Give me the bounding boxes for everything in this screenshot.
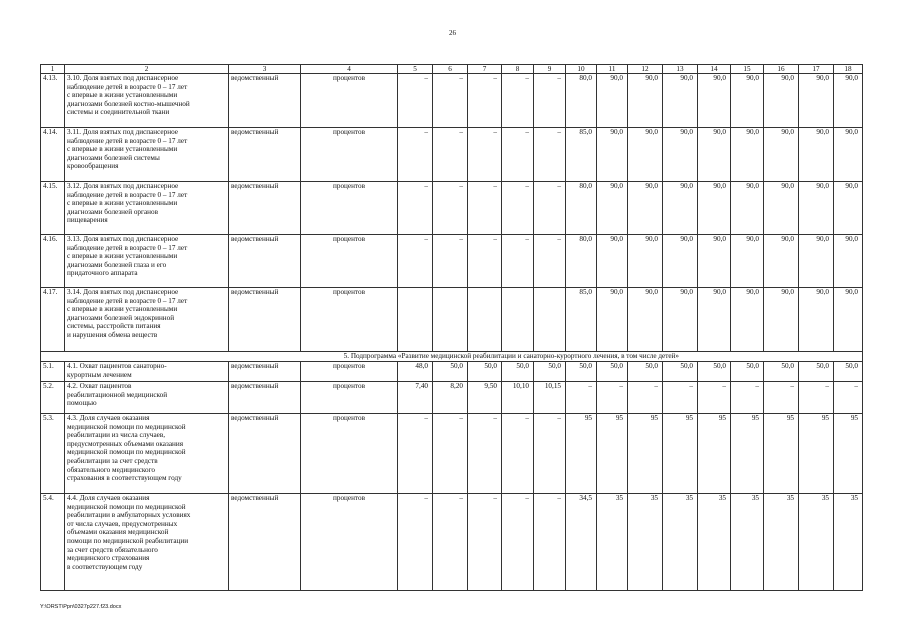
value-cell: – [534,74,566,128]
column-header: 8 [502,65,534,74]
indicator-name: 4.2. Охват пациентов реабилитационной медицинской помощью [65,382,229,414]
value-cell: 50,0 [663,362,698,382]
table-row [41,128,863,182]
unit-of-measure: процентов [301,74,398,128]
unit-of-measure: процентов [301,382,398,414]
value-cell: 50,0 [597,362,628,382]
value-cell: 48,0 [398,362,433,382]
value-cell: 90,0 [764,182,799,235]
value-cell: – [534,182,566,235]
column-header: 1 [41,65,65,74]
value-cell: – [398,182,433,235]
indicator-name: 3.13. Доля взятых под диспансерное наблюдение детей в возрасте 0 – 17 лет с впервые в жизни установленными диагнозами болезней глаза и его придаточного аппарата [65,235,229,288]
value-cell: 50,0 [698,362,731,382]
row-number: 5.1. [41,362,65,382]
value-cell: 90,0 [731,182,764,235]
indicator-name: 4.3. Доля случаев оказания медицинской помощи по медицинской реабилитации из числа случаев, предусмотренных объемами оказания медицинской помощи по медицинской реабилитации за счет средств обязательного медицинского страхования в соответствующем году [65,414,229,494]
unit-of-measure: процентов [301,128,398,182]
value-cell: – [502,182,534,235]
value-cell: 95 [663,414,698,494]
row-number: 5.2. [41,382,65,414]
value-cell: 85,0 [566,128,597,182]
value-cell: – [468,414,502,494]
table-row [41,414,863,494]
value-cell: 90,0 [834,235,863,288]
value-cell: 95 [834,414,863,494]
value-cell: – [663,382,698,414]
value-cell: 8,20 [433,382,468,414]
indicator-name: 3.10. Доля взятых под диспансерное наблюдение детей в возрасте 0 – 17 лет с впервые в жизни установленными диагнозами болезней костно-мышечной системы и соединительной ткани [65,74,229,128]
value-cell: 90,0 [628,74,663,128]
column-header: 9 [534,65,566,74]
value-cell: 90,0 [663,74,698,128]
indicator-type: ведомственный [229,74,301,128]
value-cell: – [398,494,433,591]
value-cell: – [468,494,502,591]
indicator-name: 3.11. Доля взятых под диспансерное наблюдение детей в возрасте 0 – 17 лет с впервые в жизни установленными диагнозами болезней системы кровообращения [65,128,229,182]
column-header: 15 [731,65,764,74]
row-number: 4.16. [41,235,65,288]
value-cell: – [764,382,799,414]
value-cell: 90,0 [663,235,698,288]
value-cell: 50,0 [468,362,502,382]
column-header: 13 [663,65,698,74]
indicator-name: 4.4. Доля случаев оказания медицинской помощи по медицинской реабилитации в амбулаторных условиях от числа случаев, предусмотренных объемами оказания медицинской помощи по медицинской реабилитации за счет средств обязательного медицинского страхования в соответствующем году [65,494,229,591]
value-cell: – [398,414,433,494]
column-header: 14 [698,65,731,74]
value-cell: 50,0 [534,362,566,382]
value-cell: 90,0 [834,182,863,235]
value-cell: – [698,382,731,414]
value-cell [433,288,468,352]
value-cell: 95 [764,414,799,494]
value-cell: 90,0 [764,288,799,352]
row-number: 5.4. [41,494,65,591]
value-cell: 90,0 [799,182,834,235]
value-cell: – [628,382,663,414]
value-cell: – [534,235,566,288]
value-cell: 90,0 [597,128,628,182]
indicator-type: ведомственный [229,128,301,182]
row-number: 4.14. [41,128,65,182]
value-cell [468,288,502,352]
value-cell: 90,0 [764,74,799,128]
value-cell: 90,0 [834,128,863,182]
value-cell: 10,10 [502,382,534,414]
unit-of-measure: процентов [301,235,398,288]
value-cell: – [433,494,468,591]
value-cell: – [433,182,468,235]
value-cell: 90,0 [663,288,698,352]
table-row [41,494,863,591]
value-cell: 50,0 [731,362,764,382]
column-header: 17 [799,65,834,74]
indicator-name: 4.1. Охват пациентов санаторно- курортным лечением [65,362,229,382]
column-header: 11 [597,65,628,74]
unit-of-measure: процентов [301,182,398,235]
table-row [41,235,863,288]
value-cell: 90,0 [698,128,731,182]
value-cell: 90,0 [799,74,834,128]
value-cell: 35 [628,494,663,591]
subprogram-row [41,352,863,362]
value-cell: – [502,494,534,591]
value-cell: 90,0 [799,235,834,288]
value-cell: 90,0 [731,288,764,352]
value-cell: 90,0 [597,235,628,288]
indicator-type: ведомственный [229,494,301,591]
unit-of-measure: процентов [301,362,398,382]
value-cell: 90,0 [799,128,834,182]
value-cell: – [566,382,597,414]
value-cell [502,288,534,352]
value-cell: 90,0 [698,182,731,235]
value-cell: 10,15 [534,382,566,414]
value-cell: – [534,414,566,494]
value-cell: – [502,414,534,494]
value-cell: 90,0 [731,235,764,288]
indicator-type: ведомственный [229,235,301,288]
value-cell: 90,0 [731,74,764,128]
value-cell: 90,0 [731,128,764,182]
column-header: 16 [764,65,799,74]
value-cell: 50,0 [566,362,597,382]
value-cell: 95 [628,414,663,494]
value-cell [398,288,433,352]
indicators-table [40,64,863,591]
value-cell: 90,0 [628,128,663,182]
column-header: 2 [65,65,229,74]
value-cell: – [502,74,534,128]
value-cell: – [502,128,534,182]
value-cell: 80,0 [566,182,597,235]
value-cell: 95 [799,414,834,494]
row-number: 4.17. [41,288,65,352]
row-number: 4.15. [41,182,65,235]
table-row [41,288,863,352]
value-cell: – [433,414,468,494]
value-cell: – [799,382,834,414]
value-cell: – [398,128,433,182]
row-number: 5.3. [41,414,65,494]
column-header: 5 [398,65,433,74]
value-cell: – [433,235,468,288]
value-cell: 50,0 [628,362,663,382]
value-cell: 85,0 [566,288,597,352]
page-number: 26 [449,29,456,37]
column-header: 12 [628,65,663,74]
unit-of-measure: процентов [301,288,398,352]
value-cell: 90,0 [628,288,663,352]
value-cell: – [731,382,764,414]
value-cell: 9,50 [468,382,502,414]
value-cell: 35 [698,494,731,591]
value-cell: 90,0 [698,235,731,288]
column-number-row [41,65,863,74]
indicator-type: ведомственный [229,414,301,494]
value-cell: 90,0 [597,288,628,352]
value-cell: 95 [698,414,731,494]
value-cell: – [433,74,468,128]
value-cell: – [468,128,502,182]
value-cell: 35 [731,494,764,591]
value-cell: – [468,74,502,128]
value-cell: – [398,74,433,128]
value-cell: 95 [597,414,628,494]
value-cell: – [534,494,566,591]
unit-of-measure: процентов [301,414,398,494]
value-cell: 90,0 [628,182,663,235]
value-cell: 90,0 [764,235,799,288]
indicator-name: 3.12. Доля взятых под диспансерное наблюдение детей в возрасте 0 – 17 лет с впервые в жизни установленными диагнозами болезней органов пищеварения [65,182,229,235]
value-cell: 50,0 [502,362,534,382]
value-cell: 90,0 [597,182,628,235]
value-cell: 90,0 [764,128,799,182]
value-cell: – [597,382,628,414]
value-cell: 90,0 [698,74,731,128]
column-header: 7 [468,65,502,74]
value-cell: 90,0 [663,182,698,235]
column-header: 6 [433,65,468,74]
value-cell: – [834,382,863,414]
indicator-type: ведомственный [229,362,301,382]
value-cell: 90,0 [628,235,663,288]
indicator-type: ведомственный [229,182,301,235]
column-header: 4 [301,65,398,74]
value-cell: 35 [799,494,834,591]
indicator-name: 3.14. Доля взятых под диспансерное наблюдение детей в возрасте 0 – 17 лет с впервые в жизни установленными диагнозами болезней эндокринной системы, расстройств питания и нарушения обмена веществ [65,288,229,352]
value-cell: – [468,235,502,288]
value-cell: – [398,235,433,288]
file-path-footer: Y:\ORST\Ppn\0327p227.f23.docx [40,604,122,610]
value-cell: 50,0 [433,362,468,382]
value-cell [534,288,566,352]
value-cell: 90,0 [663,128,698,182]
unit-of-measure: процентов [301,494,398,591]
column-header: 10 [566,65,597,74]
table-row [41,182,863,235]
indicator-type: ведомственный [229,288,301,352]
value-cell: 90,0 [597,74,628,128]
indicator-type: ведомственный [229,382,301,414]
value-cell: – [534,128,566,182]
value-cell: 50,0 [799,362,834,382]
column-header: 3 [229,65,301,74]
value-cell: 35 [834,494,863,591]
value-cell: 80,0 [566,74,597,128]
value-cell: 80,0 [566,235,597,288]
table-row [41,74,863,128]
value-cell: 95 [566,414,597,494]
value-cell: – [502,235,534,288]
value-cell: 7,40 [398,382,433,414]
value-cell: 50,0 [834,362,863,382]
subprogram-title: 5. Подпрограмма «Развитие медицинской реабилитации и санаторно-курортного лечения, в том числе детей» [41,352,863,362]
value-cell: 34,5 [566,494,597,591]
value-cell: 50,0 [764,362,799,382]
row-number: 4.13. [41,74,65,128]
value-cell: 35 [597,494,628,591]
value-cell: 90,0 [834,288,863,352]
value-cell: 35 [764,494,799,591]
value-cell: 90,0 [834,74,863,128]
table-row [41,382,863,414]
column-header: 18 [834,65,863,74]
table-row [41,362,863,382]
value-cell: – [468,182,502,235]
value-cell: 95 [731,414,764,494]
value-cell: 90,0 [799,288,834,352]
value-cell: 90,0 [698,288,731,352]
value-cell: – [433,128,468,182]
value-cell: 35 [663,494,698,591]
